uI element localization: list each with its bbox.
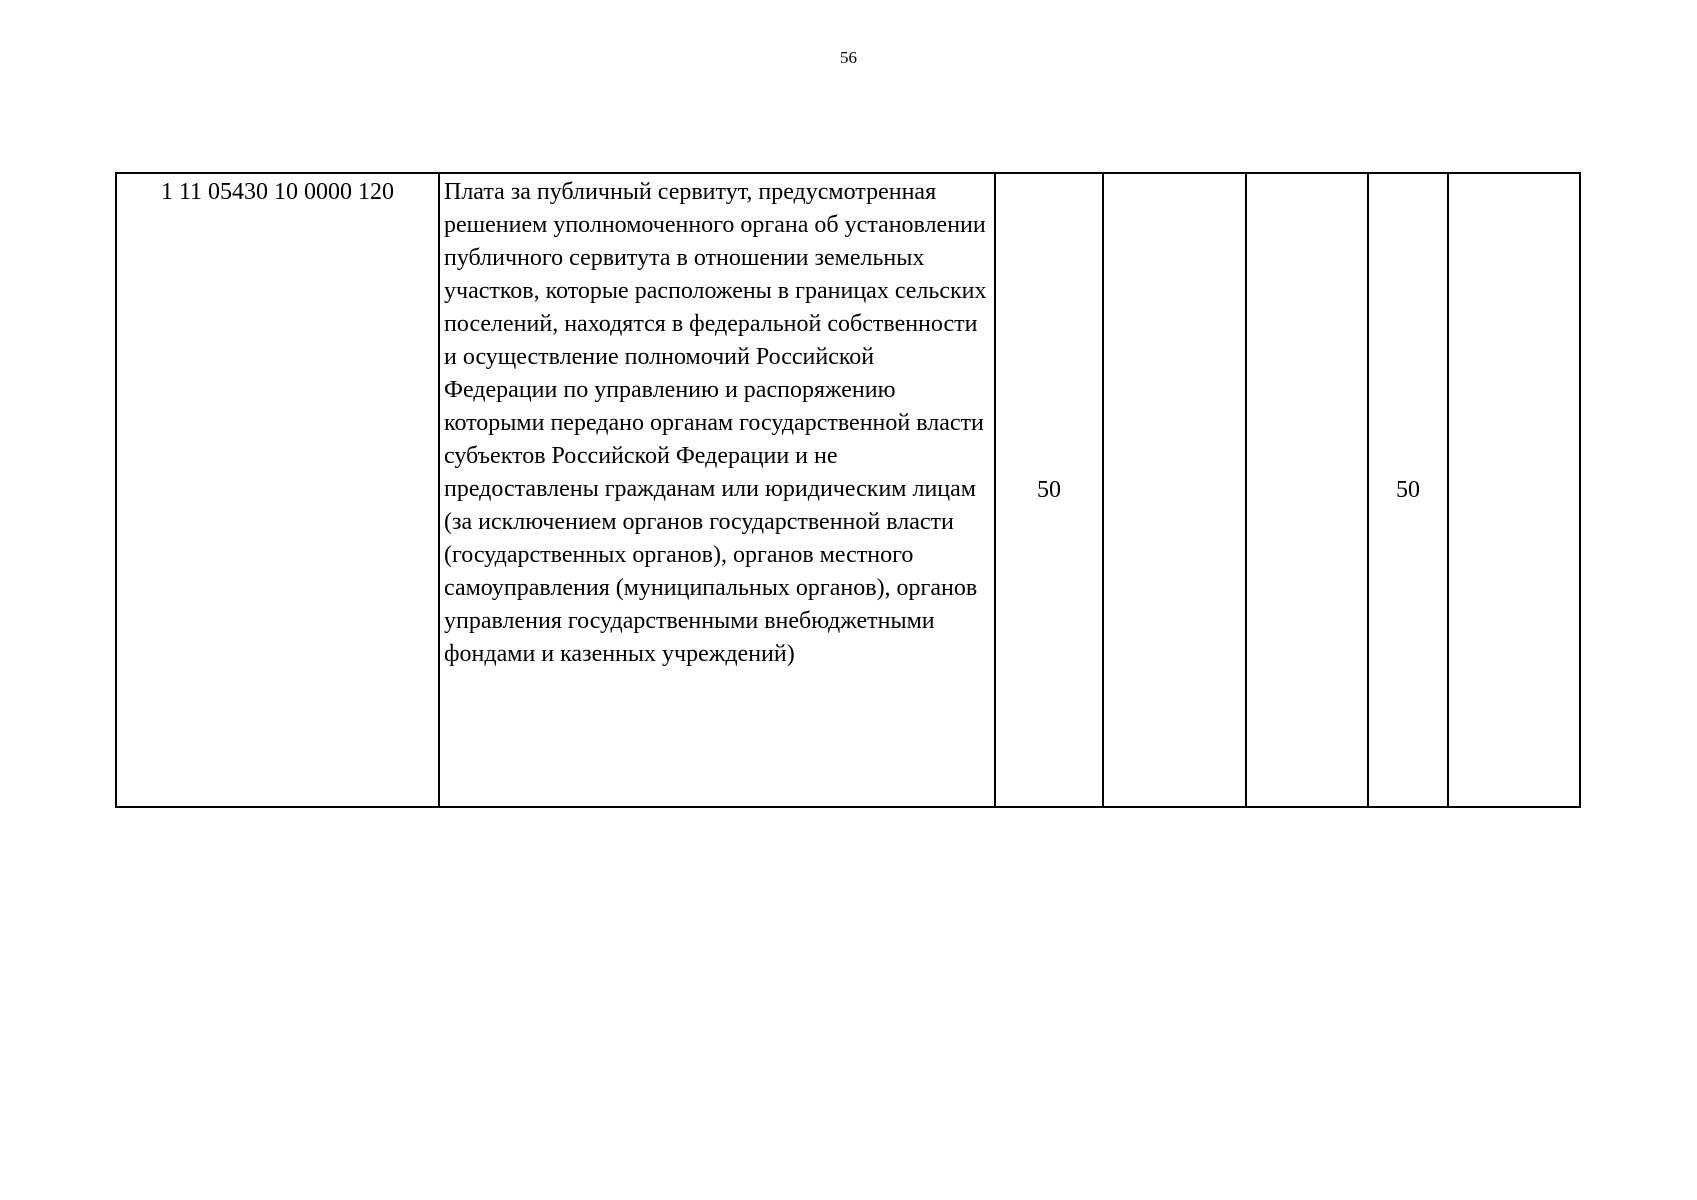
table-row [116, 173, 1580, 807]
revenue-table [115, 172, 1581, 808]
page-number: 56 [840, 48, 857, 67]
revenue-code-cell: 1 11 05430 10 0000 120 [116, 173, 439, 807]
value-cell-3 [1246, 173, 1368, 807]
value-cell-1: 50 [995, 173, 1103, 807]
value-cell-2 [1103, 173, 1246, 807]
revenue-description-cell: Плата за публичный сервитут, предусмотренная решением уполномоченного органа об установлении публичного сервитута в отношении земельных участков, которые расположены в границах сельских поселений, находятся в федеральной собственности и осуществление полномочий Российской Федерации по управлению и распоряжению которыми передано органам государственной власти субъектов Российской Федерации и не предоставлены гражданам или юридическим лицам (за исключением органов государственной власти (государственных органов), органов местного самоуправления (муниципальных органов), органов управления государственными внебюджетными фондами и казенных учреждений) [439, 173, 995, 807]
value-cell-4: 50 [1368, 173, 1448, 807]
value-cell-5 [1448, 173, 1580, 807]
